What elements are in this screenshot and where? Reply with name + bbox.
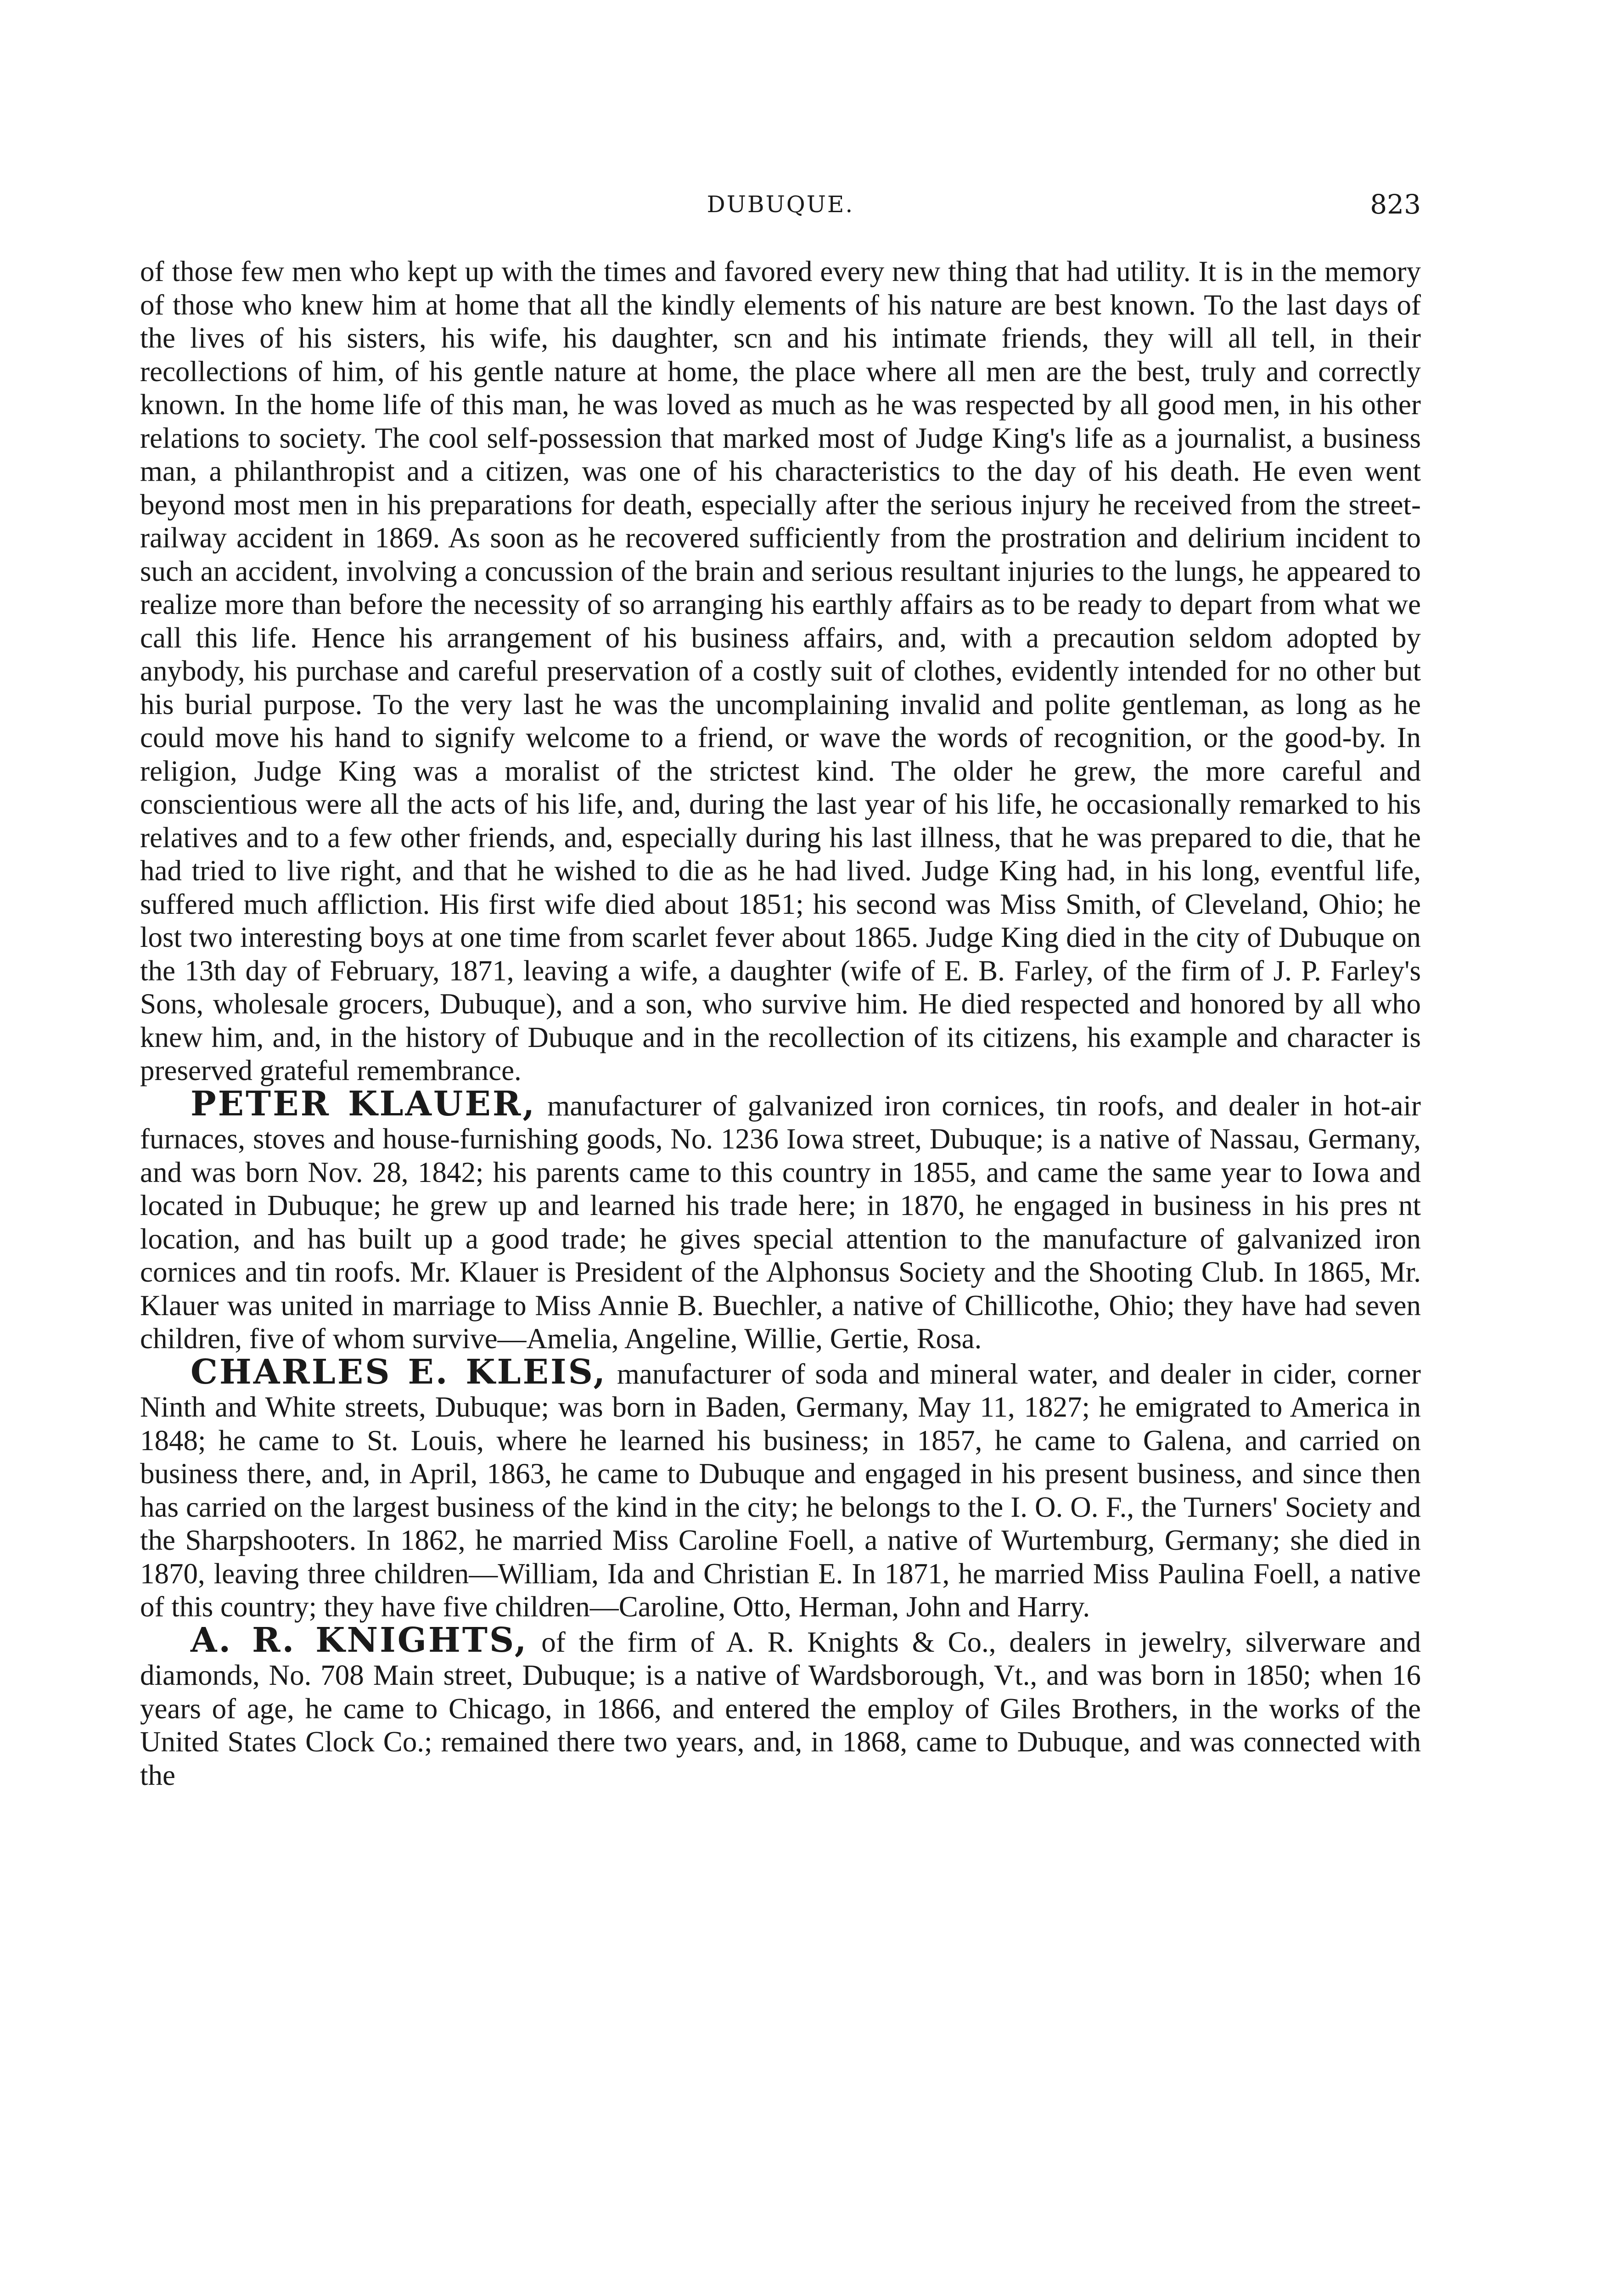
biography-entry-kleis bbox=[140, 1352, 1421, 1624]
entry-name: PETER KLAUER, bbox=[191, 1084, 537, 1124]
biography-entry-knights bbox=[140, 1620, 1421, 1792]
entry-text: manufacturer of galvanized iron cornices, tin roofs, and dealer in hot-air furnaces, stoves and house-furnishing goods, No. 1236 Iowa street, Dubuque; is a native of Nassau, Germany, and was born Nov. 28, 1842; his parents came to this country in 1855, and came the same year to Iowa and located in Dubuque; he grew up and learned his trade here; in 1870, he engaged in business in his pres nt location, and has built up a good trade; he gives special attention to the manufacture of galvanized iron cornices and tin roofs. Mr. Klauer is President of the Alphonsus Society and the Shooting Club. In 1865, Mr. Klauer was united in marriage to Miss Annie B. Buechler, a native of Chillicothe, Ohio; they have had seven children, five of whom survive—Amelia, Angeline, Willie, Gertie, Rosa. bbox=[140, 1089, 1421, 1355]
continuation-paragraph: of those few men who kept up with the times and favored every new thing that had utility. It is in the memory of those who knew him at home that all the kindly elements of his nature are best known. To the last days of the lives of his sisters, his wife, his daughter, scn and his intimate friends, they will all tell, in their recollections of him, of his gentle nature at home, the place where all men are the best, truly and correctly known. In the home life of this man, he was loved as much as he was respected by all good men, in his other relations to society. The cool self-possession that marked most of Judge King's life as a journalist, a business man, a philanthropist and a citizen, was one of his characteristics to the day of his death. He even went beyond most men in his preparations for death, especially after the serious injury he received from the street-railway accident in 1869. As soon as he recovered sufficiently from the prostration and delirium incident to such an accident, involving a concussion of the brain and serious resultant injuries to the lungs, he appeared to realize more than before the necessity of so arranging his earthly affairs as to be ready to depart from what we call this life. Hence his arrangement of his business affairs, and, with a precaution seldom adopted by anybody, his purchase and careful preservation of a costly suit of clothes, evidently intended for no other but his burial purpose. To the very last he was the uncomplaining invalid and polite gentleman, as long as he could move his hand to signify welcome to a friend, or wave the words of recognition, or the good-by. In religion, Judge King was a moralist of the strictest kind. The older he grew, the more careful and conscientious were all the acts of his life, and, during the last year of his life, he occasionally remarked to his relatives and to a few other friends, and, especially during his last illness, that he was prepared to die, that he had tried to live right, and that he wished to die as he had lived. Judge King had, in his long, eventful life, suffered much affliction. His first wife died about 1851; his second was Miss Smith, of Cleveland, Ohio; he lost two interesting boys at one time from scarlet fever about 1865. Judge King died in the city of Dubuque on the 13th day of February, 1871, leaving a wife, a daughter (wife of E. B. Farley, of the firm of J. P. Farley's Sons, wholesale grocers, Dubuque), and a son, who survive him. He died respected and honored by all who knew him, and, in the history of Dubuque and in the recollection of its citizens, his example and character is preserved grateful remembrance. bbox=[140, 255, 1421, 1086]
biography-entry-klauer bbox=[140, 1084, 1421, 1356]
entry-name: A. R. KNIGHTS, bbox=[191, 1620, 528, 1660]
entry-name: CHARLES E. KLEIS, bbox=[191, 1352, 607, 1392]
entry-text: manufacturer of soda and mineral water, and dealer in cider, corner Ninth and White streets, Dubuque; was born in Baden, Germany, May 11, 1827; he emigrated to America in 1848; he came to St. Louis, where he learned his business; in 1857, he came to Galena, and carried on business there, and, in April, 1863, he came to Dubuque and engaged in his present business, and since then has carried on the largest business of the kind in the city; he belongs to the I. O. O. F., the Turners' Society and the Sharpshooters. In 1862, he married Miss Caroline Foell, a native of Wurtemburg, Germany; she died in 1870, leaving three children—William, Ida and Christian E. In 1871, he married Miss Paulina Foell, a native of this country; they have five children—Caroline, Otto, Herman, John and Harry. bbox=[140, 1357, 1421, 1623]
body-text bbox=[140, 255, 1421, 1792]
page-number: 823 bbox=[1370, 189, 1421, 220]
entry-text: of the firm of A. R. Knights & Co., dealers in jewelry, silverware and diamonds, No. 708 Main street, Dubuque; is a native of Wardsborough, Vt., and was born in 1850; when 16 years of age, he came to Chicago, in 1866, and entered the employ of Giles Brothers, in the works of the United States Clock Co.; remained there two years, and, in 1868, came to Dubuque, and was connected with the bbox=[140, 1626, 1421, 1791]
running-title: DUBUQUE. bbox=[707, 191, 854, 218]
running-head bbox=[140, 184, 1421, 225]
